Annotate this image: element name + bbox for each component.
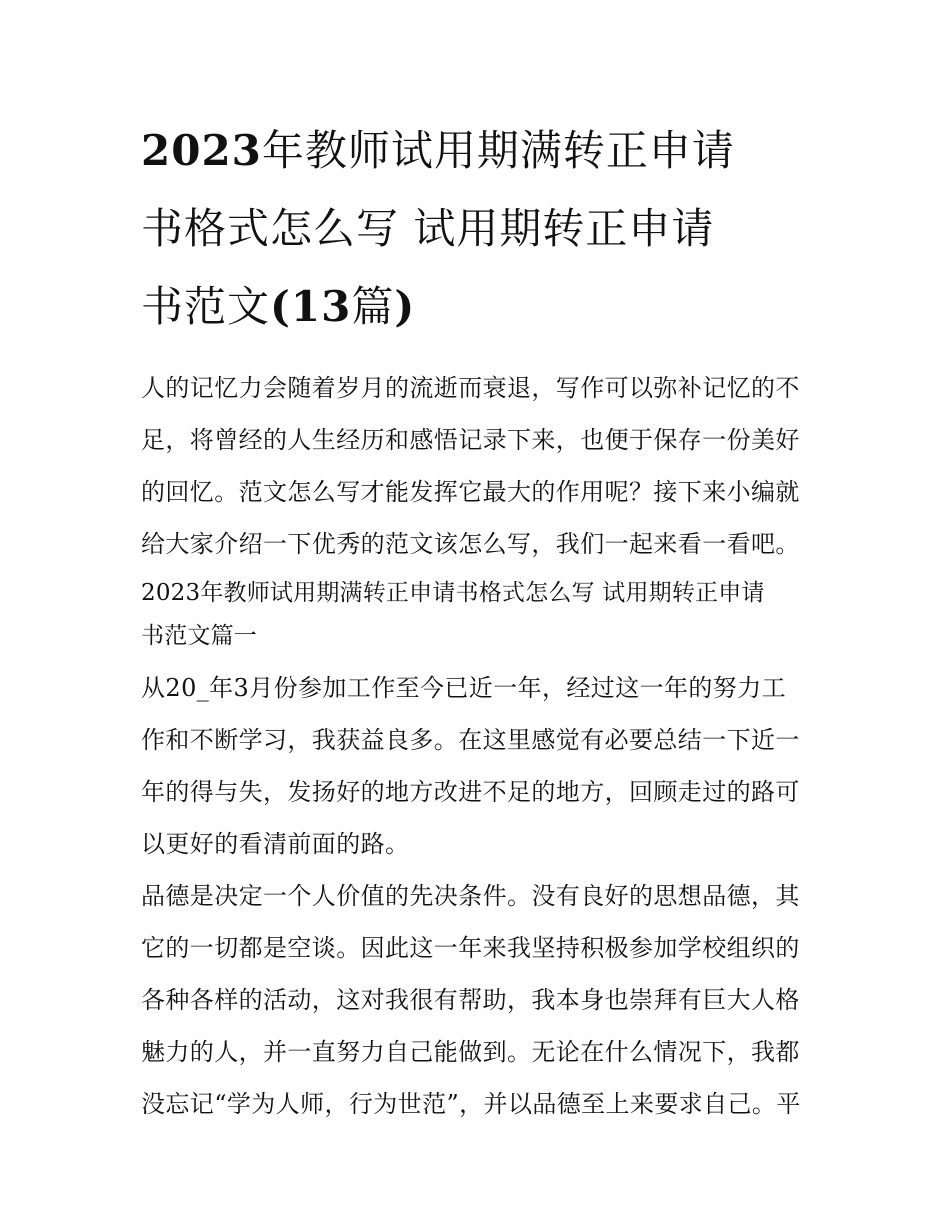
title-line: 2023年教师试用期满转正申请 bbox=[141, 126, 735, 175]
paragraph-1 bbox=[141, 662, 813, 870]
text-line: 以更好的看清前面的路。 bbox=[141, 830, 410, 858]
text-line: 没忘记“学为人师，行为世范”，并以品德至上来要求自己。平 bbox=[141, 1090, 801, 1118]
text-line: 作和不断学习，我获益良多。在这里感觉有必要总结一下近一 bbox=[141, 726, 800, 754]
section-title bbox=[141, 572, 813, 658]
intro-paragraph bbox=[141, 362, 813, 570]
section-title-line: 2023年教师试用期满转正申请书格式怎么写 试用期转正申请 bbox=[141, 580, 765, 606]
text-line: 人的记忆力会随着岁月的流逝而衰退，写作可以弥补记忆的不 bbox=[141, 374, 800, 402]
text-line: 它的一切都是空谈。因此这一年来我坚持积极参加学校组织的 bbox=[141, 934, 800, 962]
document-body bbox=[141, 362, 813, 1130]
text-line: 各种各样的活动，这对我很有帮助，我本身也崇拜有巨大人格 bbox=[141, 986, 800, 1014]
title-line: 书范文(13篇) bbox=[141, 282, 416, 331]
section-title-line: 书范文篇一 bbox=[141, 623, 257, 649]
document-title bbox=[141, 112, 813, 346]
text-line: 从20_年3月份参加工作至今已近一年，经过这一年的努力工 bbox=[141, 674, 787, 702]
paragraph-2 bbox=[141, 870, 813, 1130]
title-line: 书格式怎么写 试用期转正申请 bbox=[141, 204, 715, 253]
text-line: 给大家介绍一下优秀的范文该怎么写，我们一起来看一看吧。 bbox=[141, 530, 800, 558]
text-line: 的回忆。范文怎么写才能发挥它最大的作用呢？接下来小编就 bbox=[141, 478, 800, 506]
text-line: 年的得与失，发扬好的地方改进不足的地方，回顾走过的路可 bbox=[141, 778, 800, 806]
text-line: 魅力的人，并一直努力自己能做到。无论在什么情况下，我都 bbox=[141, 1038, 800, 1066]
text-line: 品德是决定一个人价值的先决条件。没有良好的思想品德，其 bbox=[141, 882, 800, 910]
document-page bbox=[141, 112, 813, 1130]
text-line: 足，将曾经的人生经历和感悟记录下来，也便于保存一份美好 bbox=[141, 426, 800, 454]
